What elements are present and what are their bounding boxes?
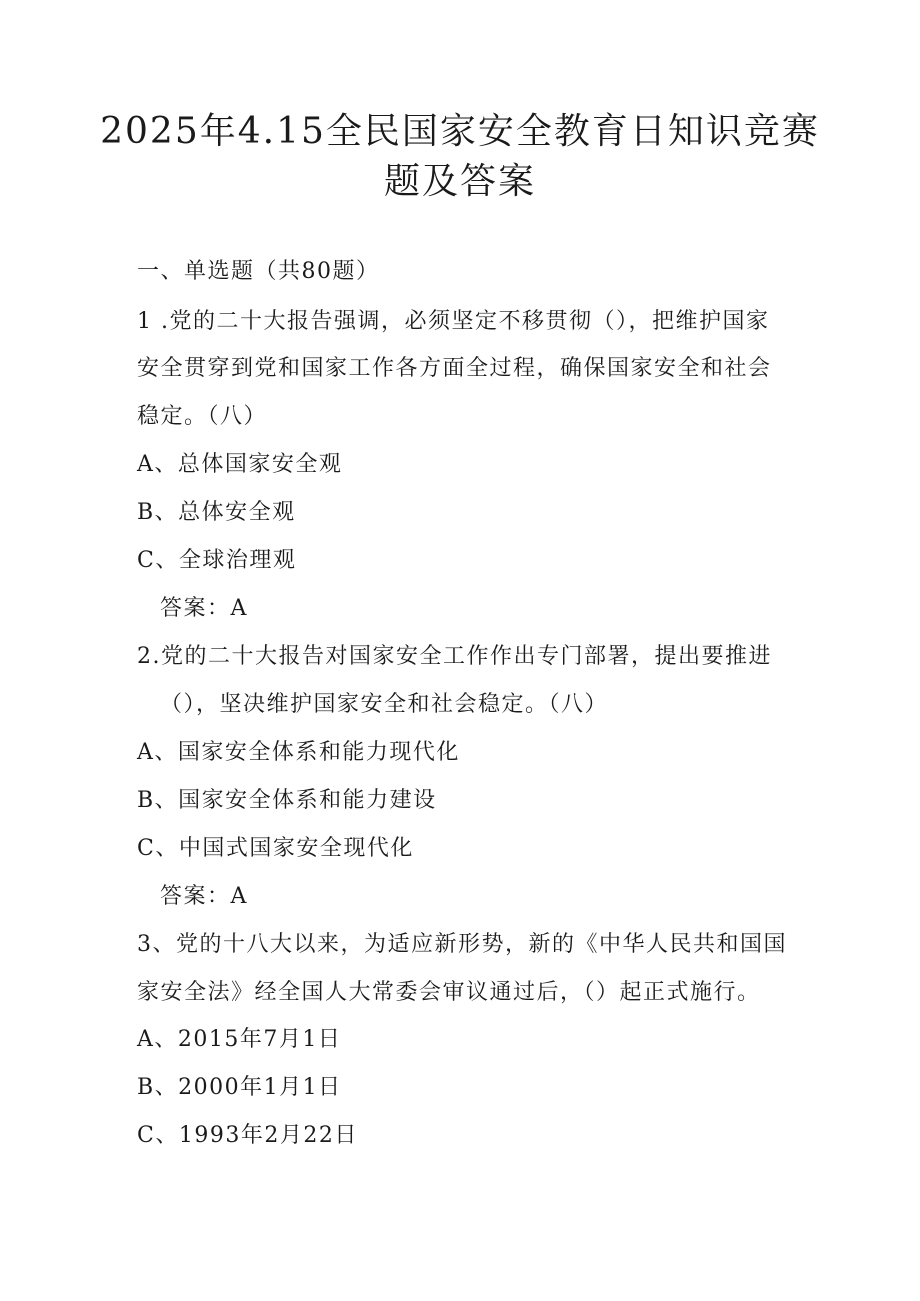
question-3-text-line-1: 3、党的十八大以来，为适应新形势，新的《中华人民共和国国 [137,932,787,957]
document-title-line-2: 题及答案 [383,161,536,202]
question-1-text-line-3: 稳定。（八） [137,404,268,429]
question-3-option-b: B、2000年1月1日 [137,1075,342,1100]
question-2-text-line-1: 2.党的二十大报告对国家安全工作作出专门部署，提出要推进 [137,644,772,669]
question-1-option-a: A、总体国家安全观 [137,452,343,477]
question-2-text-line-2: （），坚决维护国家安全和社会稳定。（八） [160,692,609,717]
question-1-option-c: C、全球治理观 [137,548,297,573]
question-3-option-a: A、2015年7月1日 [137,1027,342,1052]
section-heading: 一、单选题（共80题） [137,259,380,284]
question-2-answer: 答案：A [160,884,248,909]
document-title-line-1: 2025年4.15全民国家安全教育日知识竞赛 [100,111,820,152]
question-1-text-line-2: 安全贯穿到党和国家工作各方面全过程，确保国家安全和社会 [137,356,772,381]
question-1-option-b: B、总体安全观 [137,500,296,525]
question-2-option-a: A、国家安全体系和能力现代化 [137,740,460,765]
question-3-text-line-2: 家安全法》经全国人大常委会审议通过后，（）起正式施行。 [137,980,761,1005]
question-3-option-c: C、1993年2月22日 [137,1123,358,1148]
question-1-answer: 答案：A [160,596,248,621]
question-2-option-c: C、中国式国家安全现代化 [137,836,414,861]
question-2-option-b: B、国家安全体系和能力建设 [137,788,437,813]
question-1-text-line-1: 1 .党的二十大报告强调，必须坚定不移贯彻（），把维护国家 [137,309,770,334]
